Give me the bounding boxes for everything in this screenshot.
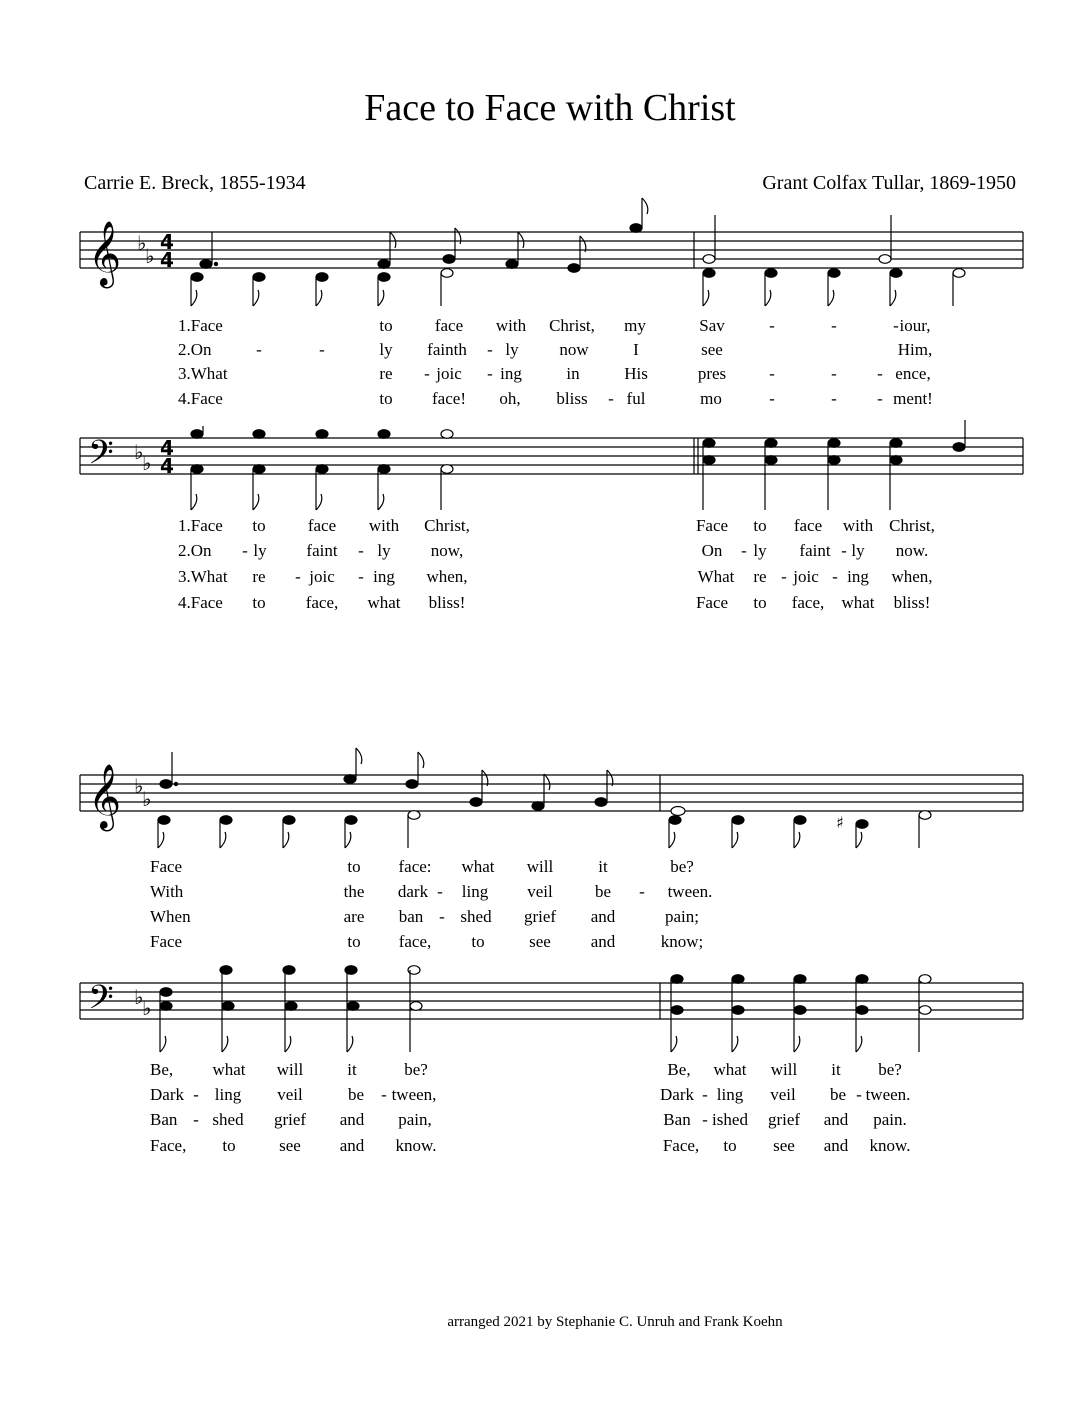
system1-lower-lyrics-verse2: 2.On - ly faint - ly now, On - ly faint - ly now. [178, 541, 929, 560]
time-signature: 4 [160, 248, 174, 272]
bass-clef-icon: 𝄢 [88, 979, 114, 1025]
system2-lower-lyrics-verse2: Dark - ling veil be - tween, Dark - ling veil be - tween. [150, 1085, 911, 1104]
flat-icon: ♭ [134, 774, 144, 798]
system2-lower-lyrics-verse3: Ban - shed grief and pain, Ban - ished grief and pain. [150, 1110, 907, 1129]
alto-notes [158, 811, 931, 848]
system2-bass-staff [0, 960, 1088, 1060]
flat-icon: ♭ [142, 451, 152, 475]
composer-credit: Grant Colfax Tullar, 1869-1950 [762, 172, 1016, 194]
system2-upper-lyrics-verse3: When are ban - shed grief and pain; [150, 907, 699, 926]
bass-clef-icon: 𝄢 [88, 434, 114, 480]
treble-clef-icon: 𝄞 [88, 221, 122, 286]
system2-lower-lyrics-verse1: Be, what will it be? Be, what will it be? [150, 1060, 902, 1079]
flat-icon: ♭ [145, 244, 155, 268]
system1-treble-staff [0, 200, 1088, 310]
flat-icon: ♭ [137, 231, 147, 255]
time-signature: 4 [160, 230, 174, 254]
flat-icon: ♭ [142, 787, 152, 811]
system2-upper-lyrics-verse2: With the dark - ling veil be - tween. [150, 882, 713, 901]
time-signature: 4 [160, 454, 174, 478]
alto-notes [191, 269, 965, 306]
system1-upper-lyrics-verse4: 4.Face to face! oh, bliss - ful mo - - - ment! [178, 389, 933, 408]
system2-upper-lyrics-verse1: Face to face: what will it be? [150, 857, 694, 876]
system1-lower-lyrics-verse4: 4.Face to face, what bliss! Face to face, what bliss! [178, 593, 931, 612]
arranger-credit: arranged 2021 by Stephanie C. Unruh and Frank Koehn [447, 1314, 783, 1330]
hymn-title: Face to Face with Christ [364, 87, 736, 129]
system2-treble-staff [0, 740, 1088, 850]
system1-bass-staff [0, 420, 1088, 520]
sharp-icon: ♯ [836, 813, 844, 832]
system1-upper-lyrics-verse1: 1.Face to face with Christ, my Sav - - - iour, [178, 316, 931, 335]
flat-icon: ♭ [134, 440, 144, 464]
system2-upper-lyrics-verse4: Face to face, to see and know; [150, 932, 704, 951]
system1-lower-lyrics-verse3: 3.What re - joic - ing when, What re - joic - ing when, [178, 567, 933, 586]
system1-upper-lyrics-verse3: 3.What re - joic - ing in His pres - - - ence, [178, 364, 931, 383]
system1-lower-lyrics-verse1: 1.Face to face with Christ, Face to face with Christ, [178, 516, 935, 535]
system1-upper-lyrics-verse2: 2.On - - ly fainth - ly now I see Him, [178, 340, 933, 359]
flat-icon: ♭ [134, 985, 144, 1009]
flat-icon: ♭ [142, 996, 152, 1020]
lyricist-credit: Carrie E. Breck, 1855-1934 [84, 172, 306, 194]
time-signature: 4 [160, 436, 174, 460]
system2-lower-lyrics-verse4: Face, to see and know. Face, to see and know. [150, 1136, 911, 1155]
treble-clef-icon: 𝄞 [88, 764, 122, 829]
